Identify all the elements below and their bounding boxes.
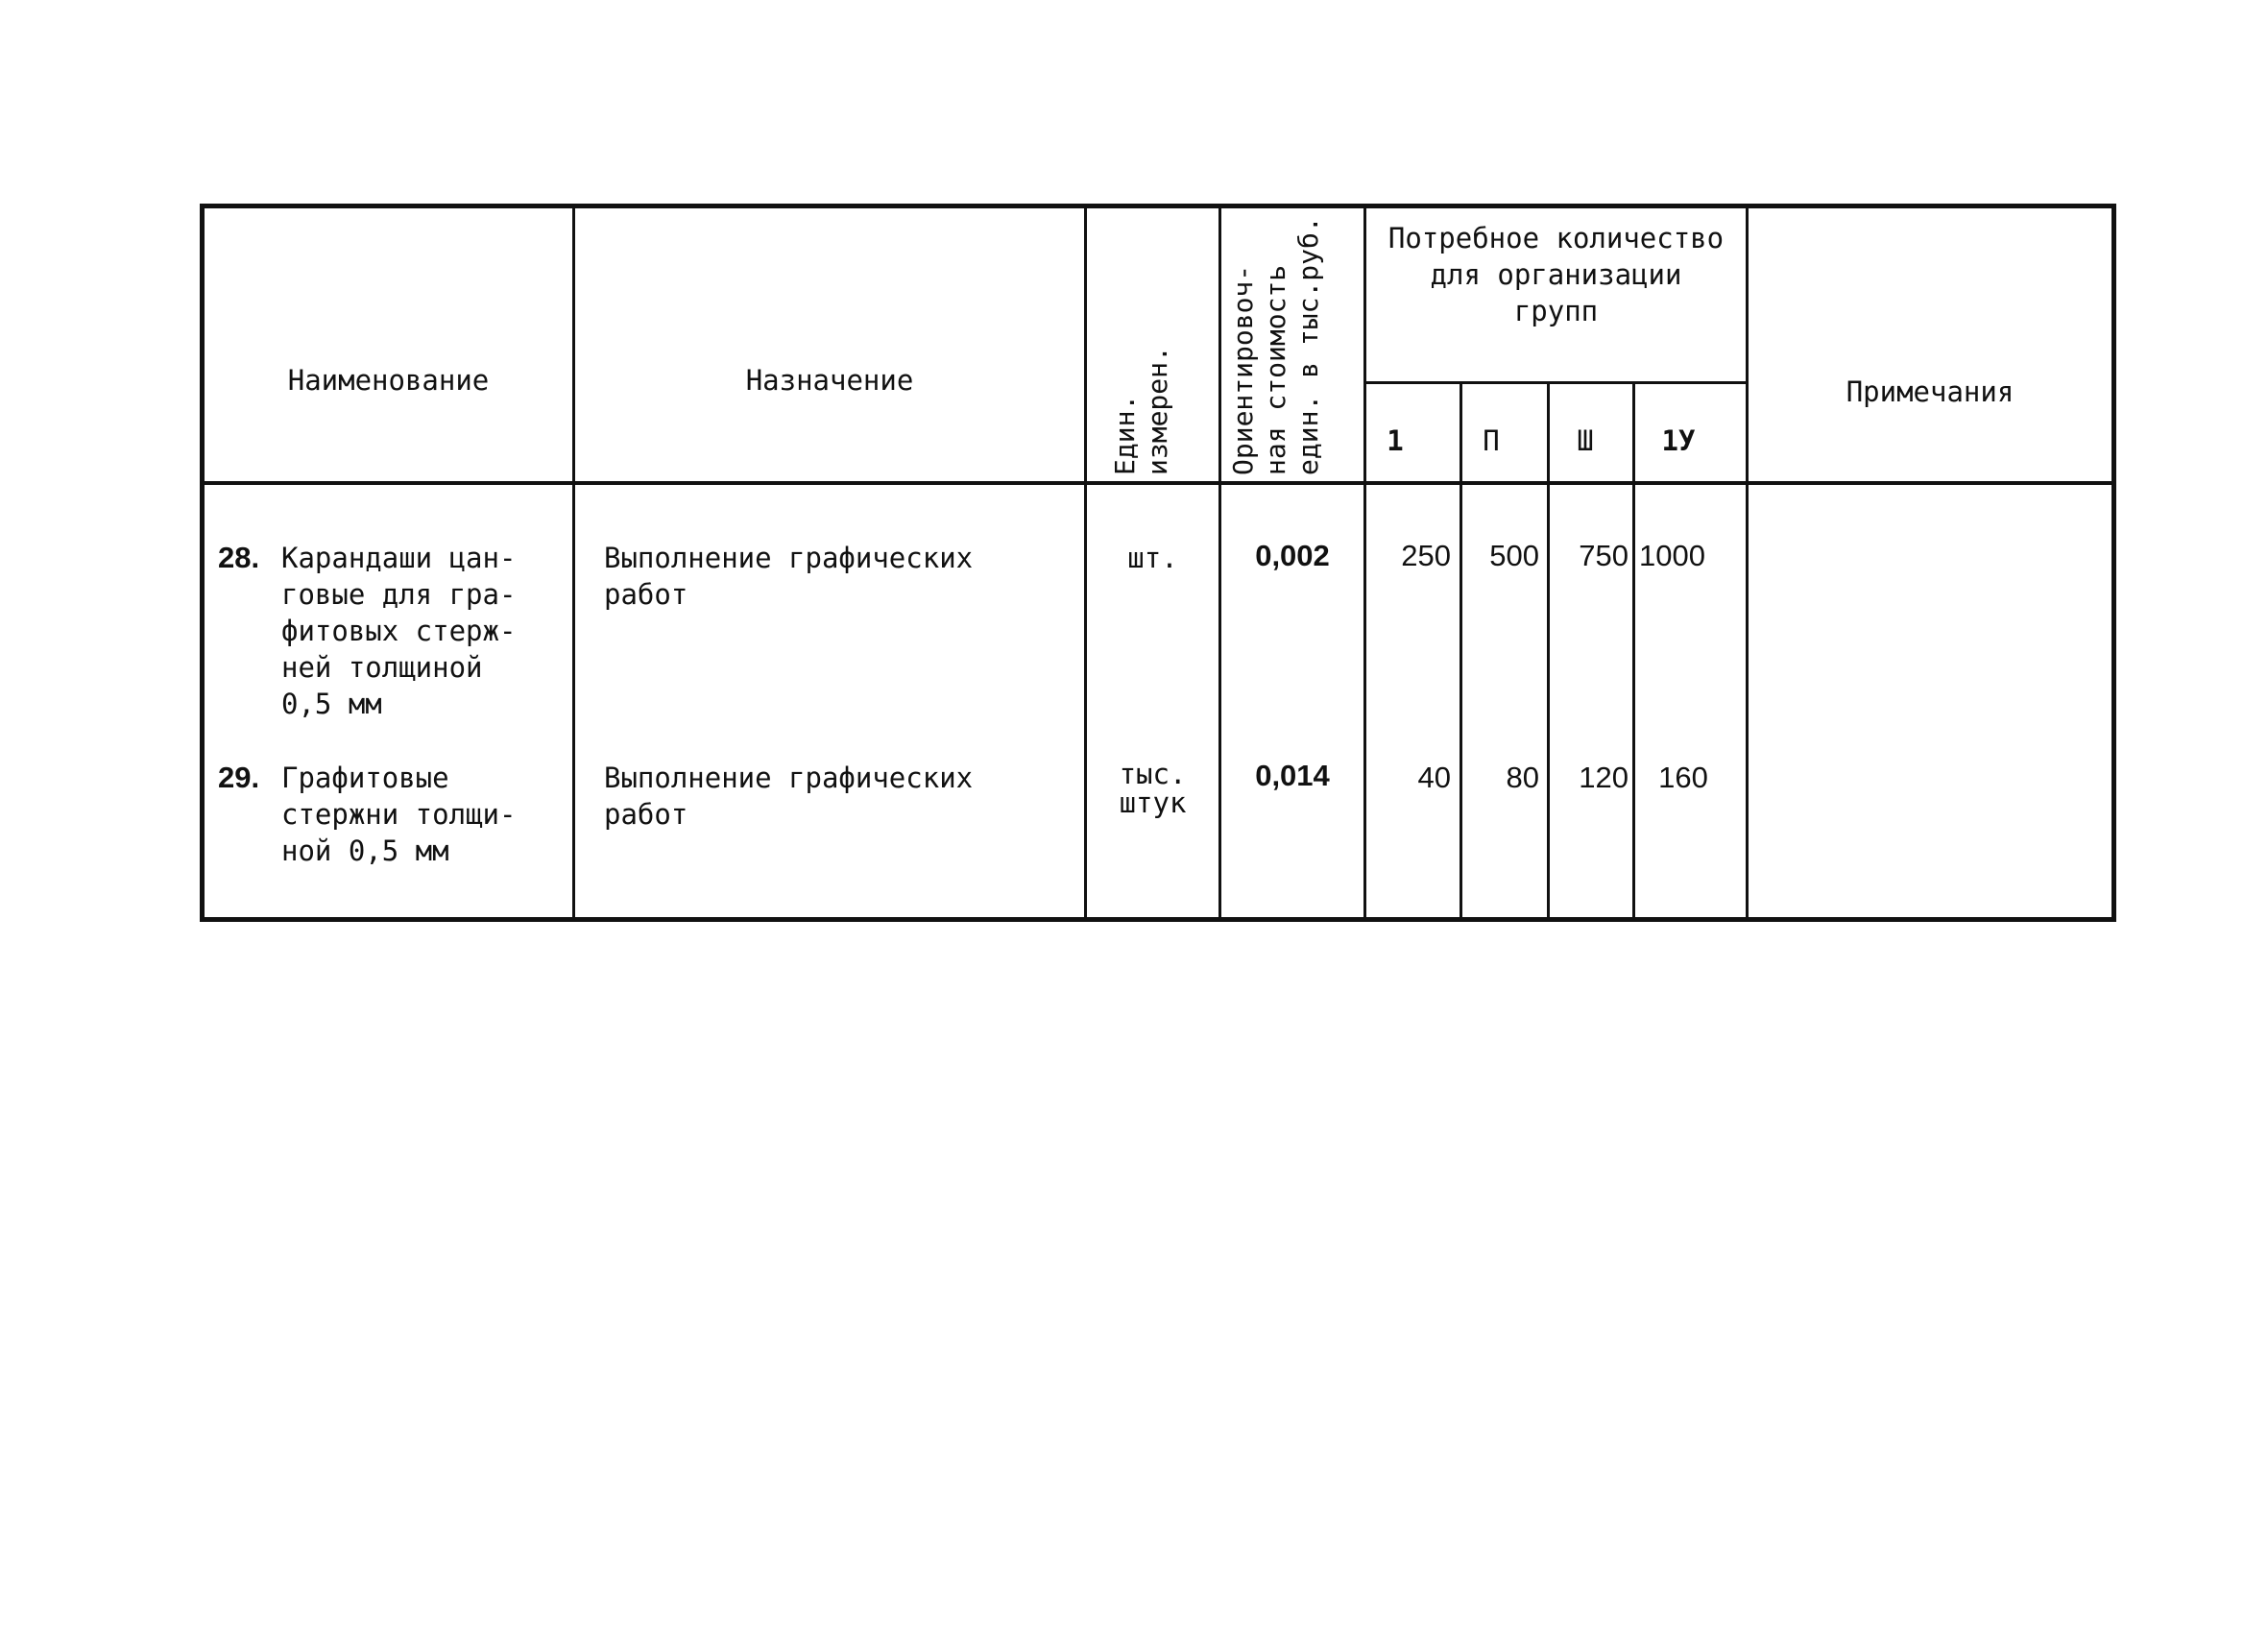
row-number: 29. — [218, 761, 260, 794]
header-group-1: 1 — [1387, 424, 1404, 457]
row-name: Карандаши цан- говые для гра- фитовых стерж- ней толщиной 0,5 мм — [281, 542, 517, 720]
header-purpose: Назначение — [745, 364, 914, 397]
row-qty-4: 1000 — [1639, 539, 1705, 572]
header-notes: Примечания — [1846, 375, 2015, 408]
row-qty-4: 160 — [1658, 761, 1708, 794]
row-qty-2: 80 — [1506, 761, 1539, 794]
row-unit: тыс. штук — [1119, 758, 1187, 819]
header-cost: Ориентировоч- ная стоимость един. в тыс.руб. — [1227, 216, 1324, 475]
row-qty-1: 250 — [1401, 539, 1451, 572]
header-group-3: Ш — [1577, 424, 1594, 457]
column-divider — [1547, 381, 1550, 917]
row-qty-2: 500 — [1489, 539, 1539, 572]
requirements-table — [200, 204, 2116, 922]
column-divider — [1460, 381, 1462, 917]
header-bottom-rule — [205, 481, 2111, 485]
column-divider — [1632, 381, 1635, 917]
column-divider — [1746, 208, 1749, 917]
row-number: 28. — [218, 541, 260, 574]
header-name: Наименование — [287, 364, 490, 397]
row-cost: 0,002 — [1255, 539, 1330, 572]
header-group-4: 1У — [1661, 424, 1696, 457]
row-name: Графитовые стержни толщи- ной 0,5 мм — [281, 762, 517, 867]
row-cost: 0,014 — [1255, 759, 1330, 792]
group-header-divider — [1363, 381, 1746, 384]
header-unit: Един. измерен. — [1109, 346, 1173, 475]
header-group-2: П — [1483, 424, 1500, 457]
row-unit: шт. — [1127, 542, 1178, 574]
column-divider — [572, 208, 575, 917]
row-purpose: Выполнение графических работ — [604, 542, 974, 611]
row-qty-3: 750 — [1579, 539, 1629, 572]
header-quantity: Потребное количество для организации групп — [1387, 222, 1725, 327]
row-qty-1: 40 — [1417, 761, 1451, 794]
row-qty-3: 120 — [1579, 761, 1629, 794]
row-purpose: Выполнение графических работ — [604, 762, 974, 831]
